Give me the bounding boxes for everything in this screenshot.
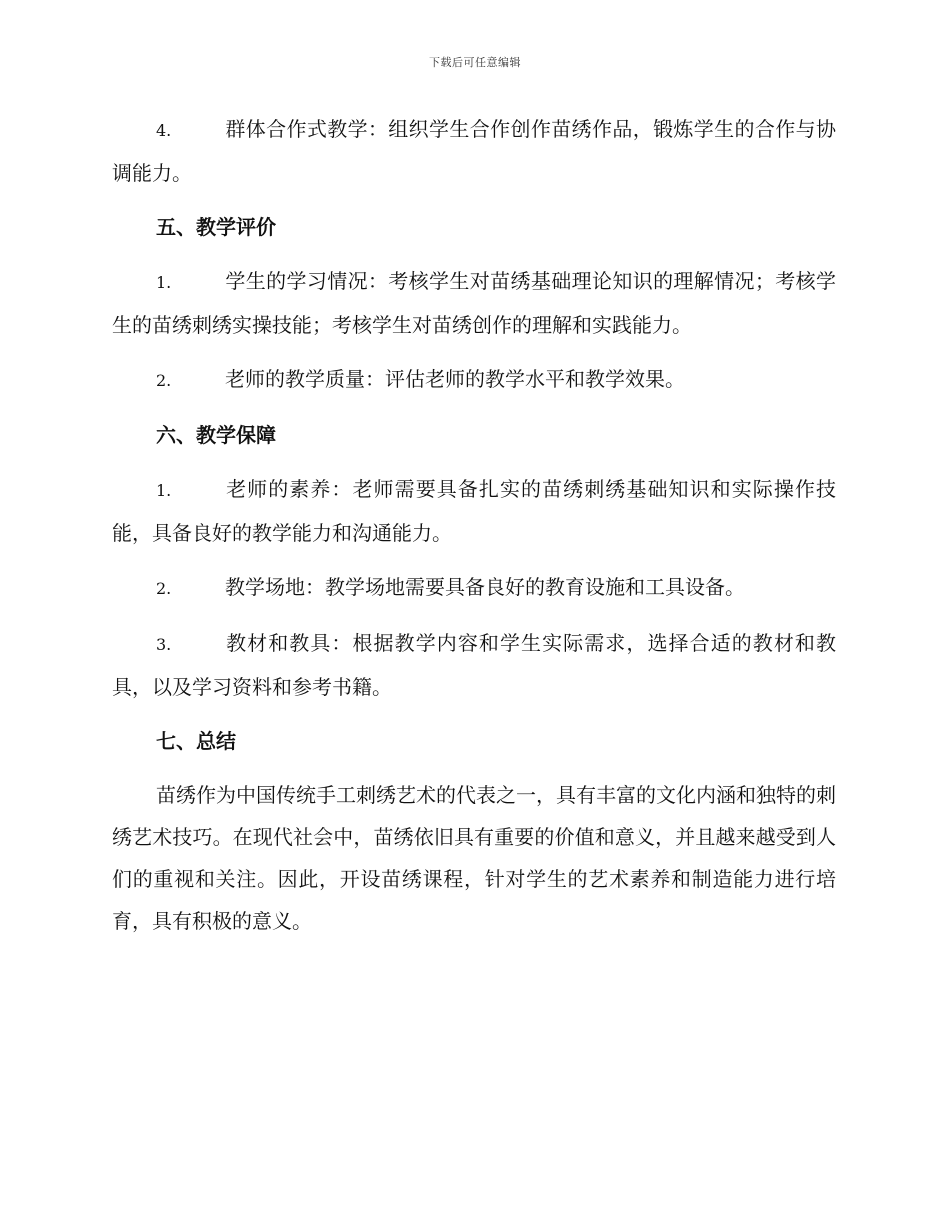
list-item-text: 教学场地：教学场地需要具备良好的教育设施和工具设备。 [225, 575, 745, 599]
list-item [112, 468, 836, 554]
list-item [112, 622, 836, 708]
list-item-number: 2. [156, 579, 172, 598]
list-item-text: 教材和教具：根据教学内容和学生实际需求，选择合适的教材和教具，以及学习资料和参考书籍。 [112, 631, 836, 699]
list-item-text: 群体合作式教学：组织学生合作创作苗绣作品，锻炼学生的合作与协调能力。 [112, 117, 836, 185]
list-item-number: 2. [156, 371, 172, 390]
list-item [112, 260, 836, 346]
summary-paragraph: 苗绣作为中国传统手工刺绣艺术的代表之一，具有丰富的文化内涵和独特的刺绣艺术技巧。在现代社会中，苗绣依旧具有重要的价值和意义，并且越来越受到人们的重视和关注。因此，开设苗绣课程，针对学生的艺术素养和制造能力进行培育，具有积极的意义。 [112, 783, 836, 933]
section-heading: 七、总结 [156, 729, 236, 753]
list-item-text: 学生的学习情况：考核学生对苗绣基础理论知识的理解情况；考核学生的苗绣刺绣实操技能；考核学生对苗绣创作的理解和实践能力。 [112, 269, 836, 337]
list-item-text: 老师的素养：老师需要具备扎实的苗绣刺绣基础知识和实际操作技能，具备良好的教学能力和沟通能力。 [112, 477, 836, 545]
page-header-note: 下载后可任意编辑 [429, 56, 521, 69]
list-item-number: 4. [156, 121, 172, 140]
list-item-number: 1. [156, 273, 172, 292]
list-item-text: 老师的教学质量：评估老师的教学水平和教学效果。 [225, 367, 685, 391]
list-item [112, 108, 836, 194]
document-body [112, 108, 836, 954]
list-item-number: 1. [156, 481, 172, 500]
list-item [112, 566, 836, 610]
list-item-number: 3. [156, 635, 172, 654]
section-heading: 六、教学保障 [156, 423, 276, 447]
list-item [112, 358, 836, 402]
section-heading: 五、教学评价 [156, 215, 276, 239]
